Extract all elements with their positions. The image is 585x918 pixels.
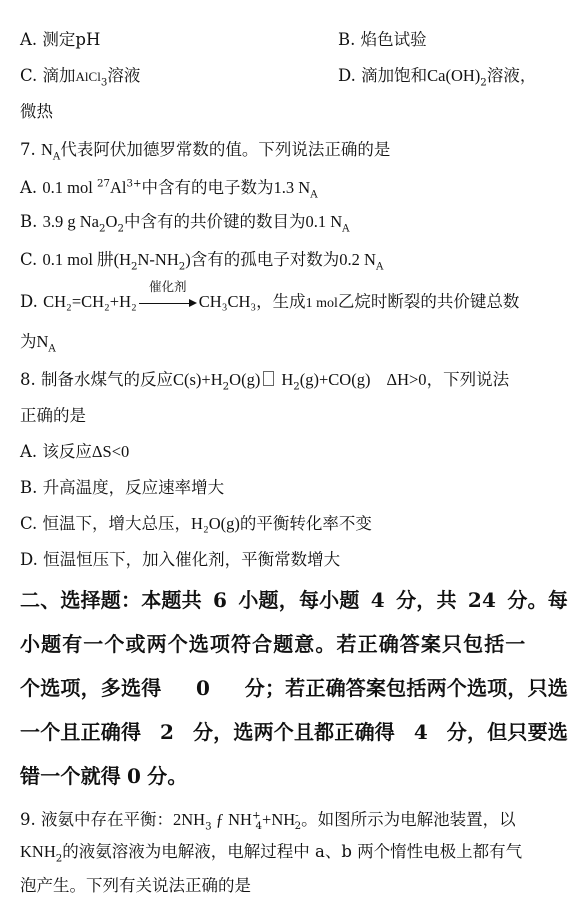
q7-option-d: D. CH₂=CH₂+H₂ 催化剂 CH₃CH₃，生成1 mol乙烷时断裂的共价键总数: [20, 278, 520, 311]
q8-option-c: C. 恒温下，增大总压，H₂O(g)的平衡转化率不变: [20, 514, 372, 533]
q7-option-d-continuation: 为$N_A$: [20, 332, 56, 355]
q8-option-d: D. 恒温恒压下，加入催化剂，平衡常数增大: [20, 550, 341, 569]
catalyst-label: 催化剂: [149, 278, 187, 294]
q8-option-b: B. 升高温度，反应速率增大: [20, 478, 225, 497]
q8-stem: 8. 制备水煤气的反应$C(s)+H_2O(g)$ $H_2(g)+CO(g)$ ΔH>0，下列说法: [20, 370, 510, 393]
option-b-flame-test: B. 焰色试验: [338, 30, 427, 49]
option-d-caoh2: D. 滴加饱和$Ca(OH)_2$溶液，: [338, 66, 537, 89]
q7-option-c: C. 0.1 mol 肼$(H_2N-NH_2)$含有的孤电子对数为0.2 $N_A$: [20, 250, 384, 273]
q7-option-b: B. 3.9 g $Na_2O_2$中含有的共价键的数目为0.1 $N_A$: [20, 212, 350, 235]
option-d-continuation: 微热: [20, 102, 53, 121]
section2-line4: 一个且正确得 2 分，选两个且都正确得 4 分，但只要选: [20, 720, 568, 744]
q7-option-a: A. 0.1 mol $^{27}Al^{3+}$中含有的电子数为1.3 $N_A$: [20, 178, 318, 201]
q8-option-a: A. 该反应ΔS<0: [20, 442, 130, 461]
reaction-arrow: [139, 278, 197, 310]
q7-stem: 7. $N_A$代表阿伏加德罗常数的值。下列说法正确的是: [20, 140, 391, 163]
q9-stem: 9. 液氨中存在平衡：$2NH_3$ ƒ $NH^+_4+NH^-_2$。如图所示为电解池装置，以: [20, 810, 516, 833]
section2-line5: 错一个就得 0 分。: [20, 764, 188, 788]
option-c-alcl3: C. 滴加AlCl$_3$溶液: [20, 66, 141, 89]
q9-line3: 泡产生。下列有关说法正确的是: [20, 876, 251, 895]
equilibrium-symbol-icon: [263, 371, 274, 386]
section2-line3: 个选项，多选得 0 分；若正确答案包括两个选项，只选: [20, 676, 568, 700]
section2-line2: 小题有一个或两个选项符合题意。若正确答案只包括一: [20, 632, 527, 656]
section2-line1: 二、选择题：本题共 6 小题，每小题 4 分，共 24 分。每: [20, 588, 568, 612]
q9-line2: $KNH_2$的液氨溶液为电解液，电解过程中 a、b 两个惰性电极上都有气: [20, 842, 523, 865]
q8-stem-continuation: 正确的是: [20, 406, 86, 425]
option-a-ph: A. 测定pH: [20, 30, 101, 49]
